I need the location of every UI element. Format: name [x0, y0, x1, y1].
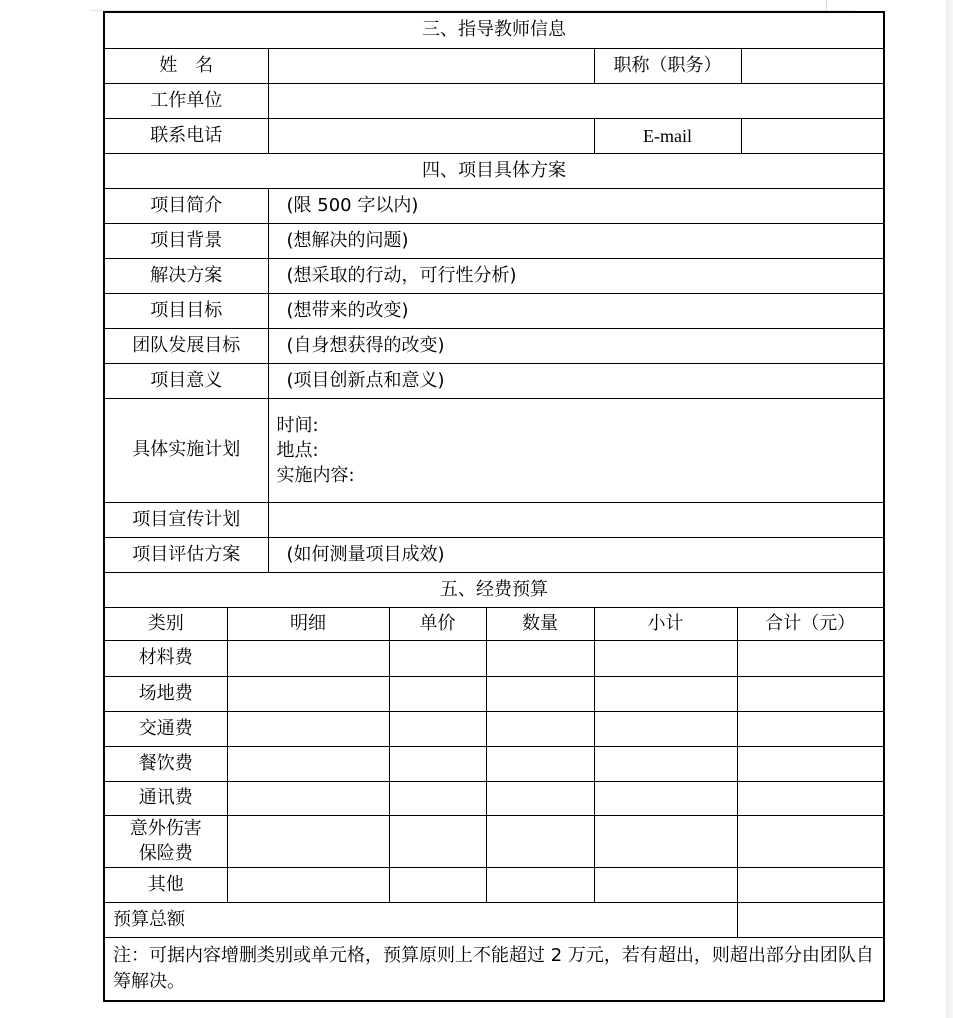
- plan-row-field[interactable]: (自身想获得的改变): [268, 328, 884, 363]
- budget-cell[interactable]: [389, 676, 486, 711]
- budget-total-field[interactable]: [737, 902, 884, 937]
- promo-field[interactable]: [268, 502, 884, 537]
- advisor-unit-label: 工作单位: [104, 83, 268, 118]
- schedule-label: 具体实施计划: [104, 398, 268, 502]
- plan-row-field[interactable]: (限 500 字以内): [268, 188, 884, 223]
- budget-cell[interactable]: [389, 781, 486, 815]
- advisor-email-field[interactable]: [741, 118, 884, 153]
- budget-section-title: 五、经费预算: [104, 572, 884, 607]
- advisor-unit-field[interactable]: [268, 83, 884, 118]
- budget-category-transport: 交通费: [104, 711, 227, 746]
- budget-cell[interactable]: [486, 711, 594, 746]
- budget-cell[interactable]: [594, 640, 737, 676]
- budget-cell[interactable]: [594, 676, 737, 711]
- budget-cell[interactable]: [594, 746, 737, 781]
- budget-cell[interactable]: [594, 711, 737, 746]
- budget-note: 注：可据内容增删类别或单元格，预算原则上不能超过 2 万元，若有超出，则超出部分由团队自筹解决。: [104, 937, 884, 1001]
- budget-cell[interactable]: [594, 815, 737, 867]
- budget-cell[interactable]: [737, 815, 884, 867]
- budget-category-materials: 材料费: [104, 640, 227, 676]
- schedule-time-line: 时间:: [276, 414, 319, 436]
- plan-row-field[interactable]: (项目创新点和意义): [268, 363, 884, 398]
- budget-header-subtotal: 小计: [594, 607, 737, 640]
- promo-label: 项目宣传计划: [104, 502, 268, 537]
- plan-row-label: 解决方案: [104, 258, 268, 293]
- budget-cell[interactable]: [227, 815, 389, 867]
- budget-cell[interactable]: [486, 815, 594, 867]
- plan-row-field[interactable]: (想带来的改变): [268, 293, 884, 328]
- budget-cell[interactable]: [389, 746, 486, 781]
- budget-category-insurance: [104, 815, 227, 867]
- plan-row-label: 项目背景: [104, 223, 268, 258]
- budget-cell[interactable]: [737, 781, 884, 815]
- budget-cell[interactable]: [389, 640, 486, 676]
- plan-row-field[interactable]: (想解决的问题): [268, 223, 884, 258]
- page-right-shadow: [946, 0, 953, 1018]
- advisor-title-field[interactable]: [741, 48, 884, 83]
- budget-header-category: 类别: [104, 607, 227, 640]
- budget-category-venue: 场地费: [104, 676, 227, 711]
- budget-cell[interactable]: [227, 640, 389, 676]
- budget-cell[interactable]: [227, 867, 389, 902]
- budget-category-communication: 通讯费: [104, 781, 227, 815]
- budget-header-unit-price: 单价: [389, 607, 486, 640]
- budget-category-other: 其他: [104, 867, 227, 902]
- application-form-table: [103, 11, 885, 1002]
- budget-cell[interactable]: [486, 781, 594, 815]
- budget-cell[interactable]: [389, 815, 486, 867]
- plan-row-label: 团队发展目标: [104, 328, 268, 363]
- advisor-email-label: E-mail: [594, 118, 741, 153]
- budget-cell[interactable]: [227, 746, 389, 781]
- budget-header-quantity: 数量: [486, 607, 594, 640]
- page-corner-mark: [826, 0, 827, 10]
- plan-section-title: 四、项目具体方案: [104, 153, 884, 188]
- budget-cell[interactable]: [737, 867, 884, 902]
- budget-header-detail: 明细: [227, 607, 389, 640]
- schedule-field[interactable]: [268, 398, 884, 502]
- budget-cell[interactable]: [227, 711, 389, 746]
- plan-row-field[interactable]: (想采取的行动，可行性分析): [268, 258, 884, 293]
- eval-label: 项目评估方案: [104, 537, 268, 572]
- budget-cell[interactable]: [737, 640, 884, 676]
- advisor-section-title: 三、指导教师信息: [104, 12, 884, 48]
- plan-row-label: 项目简介: [104, 188, 268, 223]
- budget-cell[interactable]: [594, 781, 737, 815]
- budget-header-total: 合计（元）: [737, 607, 884, 640]
- plan-row-label: 项目目标: [104, 293, 268, 328]
- budget-cell[interactable]: [737, 746, 884, 781]
- budget-cell[interactable]: [486, 640, 594, 676]
- budget-cell[interactable]: [594, 867, 737, 902]
- budget-cell[interactable]: [486, 676, 594, 711]
- plan-row-label: 项目意义: [104, 363, 268, 398]
- schedule-content-line: 实施内容:: [276, 464, 355, 486]
- budget-cell[interactable]: [737, 711, 884, 746]
- schedule-place-line: 地点:: [276, 439, 319, 461]
- advisor-phone-field[interactable]: [268, 118, 594, 153]
- budget-cell[interactable]: [737, 676, 884, 711]
- advisor-name-label: 姓 名: [104, 48, 268, 83]
- budget-cell[interactable]: [227, 676, 389, 711]
- insurance-label-line: 意外伤害: [129, 818, 202, 839]
- budget-category-meals: 餐饮费: [104, 746, 227, 781]
- insurance-label-line: 保险费: [138, 843, 193, 864]
- budget-total-label: 预算总额: [104, 902, 737, 937]
- budget-cell[interactable]: [389, 867, 486, 902]
- budget-cell[interactable]: [227, 781, 389, 815]
- advisor-phone-label: 联系电话: [104, 118, 268, 153]
- budget-cell[interactable]: [486, 746, 594, 781]
- budget-cell[interactable]: [389, 711, 486, 746]
- advisor-title-label: 职称（职务）: [594, 48, 741, 83]
- eval-field[interactable]: (如何测量项目成效): [268, 537, 884, 572]
- advisor-name-field[interactable]: [268, 48, 594, 83]
- budget-cell[interactable]: [486, 867, 594, 902]
